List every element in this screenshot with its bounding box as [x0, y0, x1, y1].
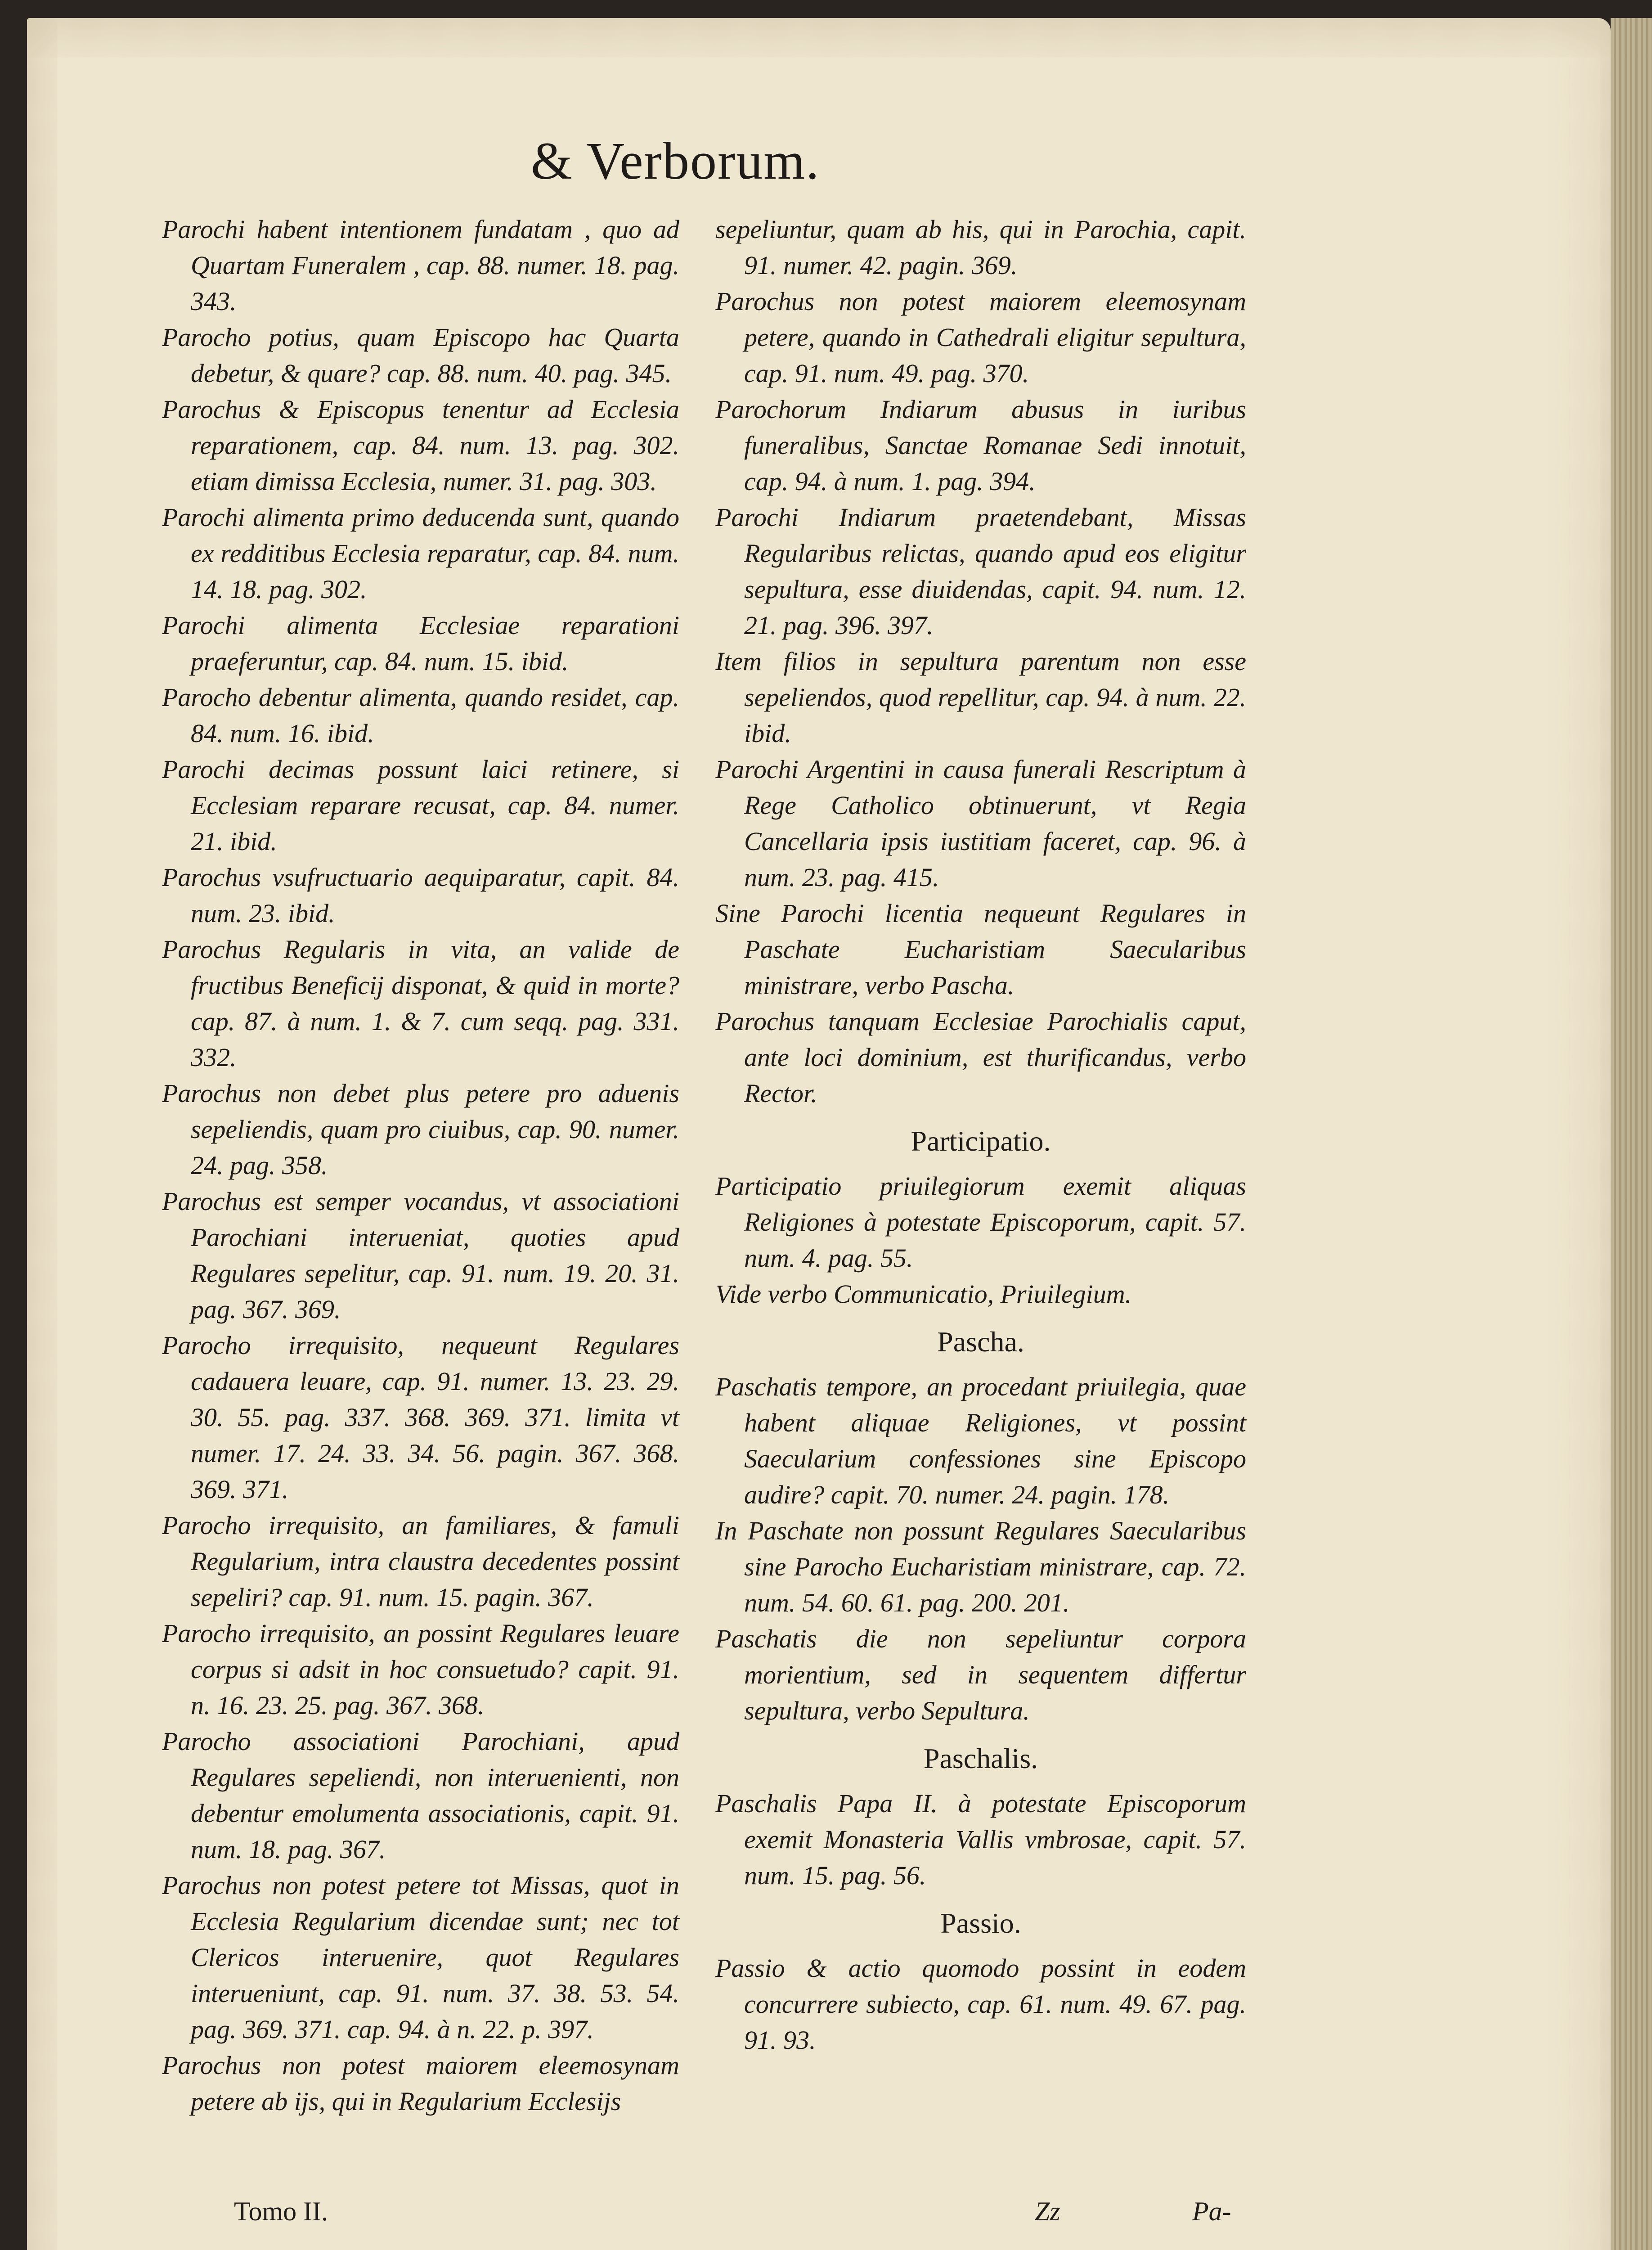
index-entry: Paschatis tempore, an procedant priuilegia, quae habent aliquae Religiones, vt possint Saecularium confessiones sine Episcopo audire? capit. 70. numer. 24. pagin. 178.	[715, 1372, 1246, 1509]
index-entry: Parochus vsufructuario aequiparatur, capit. 84. num. 23. ibid.	[162, 863, 679, 928]
index-entry: Participatio priuilegiorum exemit aliquas Religiones à potestate Episcoporum, capit. 57. num. 4. pag. 55.	[715, 1171, 1246, 1273]
index-entry: Parocho potius, quam Episcopo hac Quarta debetur, & quare? cap. 88. num. 40. pag. 345.	[162, 323, 679, 388]
section-heading: Paschalis.	[923, 1742, 1038, 1774]
index-entry: Parocho debentur alimenta, quando residet, cap. 84. num. 16. ibid.	[162, 683, 679, 748]
index-entry: sepeliuntur, quam ab his, qui in Parochia, capit. 91. numer. 42. pagin. 369.	[715, 215, 1246, 280]
index-entry: Parochi decimas possunt laici retinere, si Ecclesiam reparare recusat, cap. 84. numer. 21. ibid.	[162, 755, 679, 856]
index-entry: Parocho associationi Parochiani, apud Regulares sepeliendi, non interuenienti, non debentur emolumenta associationis, capit. 91. num. 18. pag. 367.	[162, 1727, 679, 1864]
index-entry: Parochi Argentini in causa funerali Rescriptum à Rege Catholico obtinuerunt, vt Regia Cancellaria ipsis iustitiam faceret, cap. 96. à num. 23. pag. 415.	[715, 755, 1246, 892]
index-entry: Parochi habent intentionem fundatam , quo ad Quartam Funeralem , cap. 88. numer. 18. pag. 343.	[162, 215, 679, 316]
index-entry: Parochorum Indiarum abusus in iuribus funeralibus, Sanctae Romanae Sedi innotuit, cap. 94. à num. 1. pag. 394.	[715, 395, 1246, 496]
index-entry: Parocho irrequisito, an familiares, & famuli Regularium, intra claustra decedentes possint sepeliri? cap. 91. num. 15. pagin. 367.	[162, 1511, 679, 1612]
index-entry: Parochus tanquam Ecclesiae Parochialis caput, ante loci dominium, est thurificandus, verbo Rector.	[715, 1007, 1246, 1108]
index-entry: In Paschate non possunt Regulares Saecularibus sine Parocho Eucharistiam ministrare, cap. 72. num. 54. 60. 61. pag. 200. 201.	[715, 1516, 1246, 1617]
index-entry: Parochi alimenta primo deducenda sunt, quando ex redditibus Ecclesia reparatur, cap. 84. num. 14. 18. pag. 302.	[162, 503, 679, 604]
section-heading: Pascha.	[937, 1326, 1024, 1358]
index-entry: Item filios in sepultura parentum non esse sepeliendos, quod repellitur, cap. 94. à num. 22. ibid.	[715, 647, 1246, 748]
index-entry: Paschalis Papa II. à potestate Episcoporum exemit Monasteria Vallis vmbrosae, capit. 57. num. 15. pag. 56.	[715, 1789, 1246, 1890]
index-entry: Parochus & Episcopus tenentur ad Ecclesia reparationem, cap. 84. num. 13. pag. 302. etiam dimissa Ecclesia, numer. 31. pag. 303.	[162, 395, 679, 496]
page-edge	[1611, 18, 1652, 2250]
index-entry: Parochus non potest petere tot Missas, quot in Ecclesia Regularium dicendae sunt; nec tot Clericos interuenire, quot Regulares interueniunt, cap. 91. num. 37. 38. 53. 54. pag. 369. 371. cap. 94. à n. 22. p. 397.	[162, 1871, 679, 2044]
section-heading: Passio.	[940, 1907, 1021, 1939]
running-header: & Verborum.	[531, 131, 820, 190]
right-column	[715, 212, 1246, 2058]
signature-mark: Zz	[1035, 2196, 1060, 2226]
volume-label: Tomo II.	[234, 2196, 328, 2226]
index-entry: Parocho irrequisito, nequeunt Regulares cadauera leuare, cap. 91. numer. 13. 23. 29. 30. 55. pag. 337. 368. 369. 371. limita vt numer. 17. 24. 33. 34. 56. pagin. 367. 368. 369. 371.	[162, 1331, 679, 1504]
index-entry: Parochi Indiarum praetendebant, Missas Regularibus relictas, quando apud eos eligitur sepultura, esse diuidendas, capit. 94. num. 12. 21. pag. 396. 397.	[715, 503, 1246, 640]
index-entry: Parochus Regularis in vita, an valide de fructibus Beneficij disponat, & quid in morte? cap. 87. à num. 1. & 7. cum seqq. pag. 331. 332.	[162, 935, 679, 1072]
index-entry: Parochus non potest maiorem eleemosynam petere, quando in Cathedrali eligitur sepultura, cap. 91. num. 49. pag. 370.	[715, 287, 1246, 388]
index-entry: Sine Parochi licentia nequeunt Regulares in Paschate Eucharistiam Saecularibus ministrare, verbo Pascha.	[715, 899, 1246, 1000]
index-entry: Paschatis die non sepeliuntur corpora morientium, sed in sequentem differtur sepultura, verbo Sepultura.	[715, 1624, 1246, 1725]
index-entry: Parocho irrequisito, an possint Regulares leuare corpus si adsit in hoc consuetudo? capit. 91. n. 16. 23. 25. pag. 367. 368.	[162, 1619, 679, 1720]
section-heading: Participatio.	[911, 1125, 1051, 1157]
catchword: Pa-	[1192, 2196, 1231, 2226]
index-entry: Parochus est semper vocandus, vt associationi Parochiani interueniat, quoties apud Regulares sepelitur, cap. 91. num. 19. 20. 31. pag. 367. 369.	[162, 1187, 679, 1324]
index-entry: Passio & actio quomodo possint in eodem concurrere subiecto, cap. 61. num. 49. 67. pag. 91. 93.	[715, 1953, 1246, 2055]
index-entry: Parochi alimenta Ecclesiae reparationi praeferuntur, cap. 84. num. 15. ibid.	[162, 611, 679, 676]
index-entry: Parochus non potest maiorem eleemosynam petere ab ijs, qui in Regularium Ecclesijs	[162, 2051, 679, 2116]
left-column	[162, 212, 679, 2120]
index-entry: Vide verbo Communicatio, Priuilegium.	[715, 1279, 1132, 1309]
index-entry: Parochus non debet plus petere pro aduenis sepeliendis, quam pro ciuibus, cap. 90. numer. 24. pag. 358.	[162, 1079, 679, 1180]
